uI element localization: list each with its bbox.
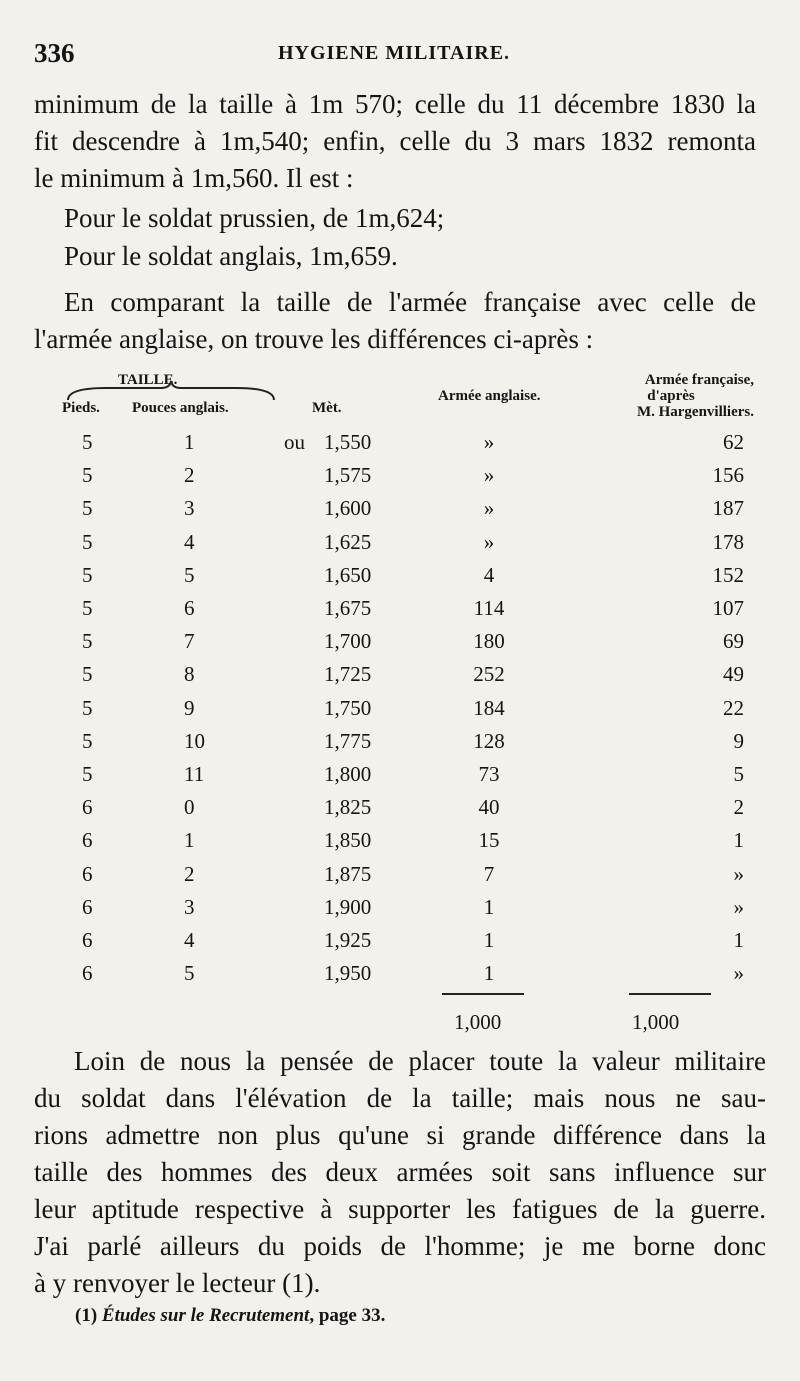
table-row xyxy=(44,828,756,861)
cell-met: 1,800 xyxy=(324,762,372,786)
col-armee-francaise: Armée française, xyxy=(644,372,754,388)
table-row xyxy=(44,762,756,795)
cell-armee-anglaise: 1 xyxy=(483,961,495,986)
cell-armee-anglaise: » xyxy=(483,463,495,488)
cell-armee-anglaise: 73 xyxy=(478,762,500,786)
cell-ou: ou xyxy=(284,430,305,454)
cell-pouces: 11 xyxy=(184,762,205,786)
running-title: HYGIENE MILITAIRE. xyxy=(277,42,511,64)
cell-armee-francaise: 62 xyxy=(723,430,744,454)
footnote-title: Études sur le Recrutement xyxy=(101,1305,310,1326)
col-armee-anglaise: Armée anglaise. xyxy=(438,388,541,404)
cell-pieds: 5 xyxy=(82,496,93,521)
cell-armee-francaise: 107 xyxy=(712,596,744,620)
text-line: du soldat dans l'élévation de la taille; mais nous ne sau- xyxy=(34,1083,766,1113)
cell-met: 1,700 xyxy=(324,629,372,654)
col-armee-francaise-sub: d'après xyxy=(647,388,695,404)
cell-armee-francaise: 9 xyxy=(733,728,744,753)
col-pouces: Pouces anglais. xyxy=(132,400,229,416)
cell-pieds: 6 xyxy=(82,894,93,919)
table-row xyxy=(44,496,756,529)
table-row xyxy=(44,928,756,961)
text-line: rions admettre non plus qu'une si grande différence dans la xyxy=(34,1120,766,1150)
footnote-marker: (1) xyxy=(75,1305,98,1326)
table-row xyxy=(44,530,756,563)
cell-armee-anglaise: » xyxy=(483,430,495,454)
text-line: leur aptitude respective à supporter les fatigues de la guerre. xyxy=(34,1194,766,1224)
cell-pieds: 6 xyxy=(82,961,93,986)
cell-pieds: 5 xyxy=(82,430,93,454)
cell-pouces: 2 xyxy=(184,861,195,886)
text-line: En comparant la taille de l'armée française avec celle de xyxy=(64,287,756,317)
table-row xyxy=(44,795,756,828)
cell-pieds: 5 xyxy=(82,463,93,488)
cell-armee-anglaise: 114 xyxy=(473,596,505,620)
text-line: Pour le soldat anglais, 1m,659. xyxy=(64,241,398,271)
cell-armee-francaise: 178 xyxy=(712,529,744,554)
cell-pouces: 6 xyxy=(184,596,195,620)
col-pieds: Pieds. xyxy=(62,400,100,416)
cell-armee-francaise: » xyxy=(733,894,744,919)
cell-met: 1,900 xyxy=(324,894,372,919)
cell-pouces: 3 xyxy=(184,496,195,521)
cell-met: 1,725 xyxy=(324,662,372,687)
cell-met: 1,600 xyxy=(324,496,372,521)
text-line: J'ai parlé ailleurs du poids de l'homme; je me borne donc xyxy=(34,1231,766,1261)
cell-pouces: 5 xyxy=(184,562,195,587)
cell-met: 1,650 xyxy=(324,562,372,587)
table-row xyxy=(44,563,756,596)
cell-pieds: 6 xyxy=(82,928,93,952)
cell-pouces: 10 xyxy=(184,728,205,753)
cell-met: 1,675 xyxy=(324,596,372,620)
text-line: Loin de nous la pensée de placer toute la valeur militaire xyxy=(74,1046,766,1076)
cell-pieds: 5 xyxy=(82,695,93,720)
cell-pieds: 5 xyxy=(82,762,93,786)
cell-pouces: 1 xyxy=(184,430,195,454)
cell-met: 1,550 xyxy=(324,430,372,454)
table-row xyxy=(44,629,756,662)
cell-armee-francaise: 1 xyxy=(733,928,744,952)
cell-pouces: 3 xyxy=(184,894,195,919)
total-rule xyxy=(629,993,711,995)
cell-pieds: 6 xyxy=(82,828,93,853)
cell-armee-francaise: 5 xyxy=(733,762,744,786)
cell-pouces: 4 xyxy=(184,529,195,554)
page-number: 336 xyxy=(34,38,75,68)
cell-pieds: 5 xyxy=(82,662,93,687)
cell-armee-anglaise: 1 xyxy=(483,928,495,952)
table-row xyxy=(44,463,756,496)
cell-met: 1,875 xyxy=(324,861,372,886)
total-armee-anglaise: 1,000 xyxy=(454,1010,502,1034)
cell-met: 1,950 xyxy=(324,961,372,986)
cell-pieds: 5 xyxy=(82,562,93,587)
footnote-rest: , page 33. xyxy=(309,1305,386,1326)
cell-pieds: 5 xyxy=(82,596,93,620)
text-line: minimum de la taille à 1m 570; celle du 11 décembre 1830 la xyxy=(34,89,756,119)
cell-pouces: 5 xyxy=(184,961,195,986)
cell-armee-anglaise: 128 xyxy=(473,728,505,753)
cell-pouces: 0 xyxy=(184,795,195,820)
col-met: Mèt. xyxy=(312,400,342,416)
cell-met: 1,750 xyxy=(324,695,372,720)
table-row xyxy=(44,696,756,729)
cell-armee-francaise: 1 xyxy=(733,828,744,853)
cell-armee-francaise: 69 xyxy=(723,629,744,654)
cell-armee-anglaise: 7 xyxy=(483,861,495,886)
text-line: à y renvoyer le lecteur (1). xyxy=(34,1268,321,1298)
cell-armee-francaise: » xyxy=(733,961,744,986)
page-header xyxy=(34,38,754,74)
taille-group-header: TAILLE. xyxy=(118,372,178,388)
footnote xyxy=(75,1305,385,1327)
cell-armee-francaise: 152 xyxy=(712,562,744,587)
cell-armee-francaise: 156 xyxy=(712,463,744,488)
cell-armee-francaise: 22 xyxy=(723,695,744,720)
cell-pouces: 9 xyxy=(184,695,195,720)
table-row xyxy=(44,862,756,895)
table-row xyxy=(44,961,756,994)
cell-pouces: 7 xyxy=(184,629,195,654)
cell-pieds: 5 xyxy=(82,728,93,753)
cell-met: 1,925 xyxy=(324,928,372,952)
cell-armee-anglaise: » xyxy=(483,529,495,554)
table-row xyxy=(44,430,756,463)
text-line: Pour le soldat prussien, de 1m,624; xyxy=(64,203,445,233)
cell-pieds: 6 xyxy=(82,795,93,820)
table-row xyxy=(44,662,756,695)
cell-pouces: 1 xyxy=(184,828,195,853)
cell-armee-anglaise: » xyxy=(483,496,495,521)
cell-pieds: 5 xyxy=(82,529,93,554)
cell-armee-francaise: 187 xyxy=(712,496,744,521)
cell-armee-francaise: » xyxy=(733,861,744,886)
table-row xyxy=(44,729,756,762)
cell-armee-francaise: 49 xyxy=(723,662,744,687)
cell-armee-anglaise: 40 xyxy=(478,795,500,820)
cell-met: 1,850 xyxy=(324,828,372,853)
cell-pouces: 2 xyxy=(184,463,195,488)
text-line: l'armée anglaise, on trouve les différences ci-après : xyxy=(34,324,594,354)
text-line: fit descendre à 1m,540; enfin, celle du 3 mars 1832 remonta xyxy=(34,126,756,156)
col-armee-francaise-author: M. Hargenvilliers. xyxy=(636,404,754,420)
table-row xyxy=(44,596,756,629)
total-rule xyxy=(442,993,524,995)
cell-pouces: 4 xyxy=(184,928,195,952)
cell-armee-anglaise: 15 xyxy=(478,828,500,853)
cell-armee-anglaise: 4 xyxy=(483,562,495,587)
cell-pieds: 6 xyxy=(82,861,93,886)
cell-armee-anglaise: 1 xyxy=(483,894,495,919)
table-row xyxy=(44,895,756,928)
cell-armee-anglaise: 184 xyxy=(473,695,505,720)
text-line: taille des hommes des deux armées soit sans influence sur xyxy=(34,1157,766,1187)
cell-armee-francaise: 2 xyxy=(733,795,744,820)
brace-icon xyxy=(66,380,276,402)
cell-met: 1,825 xyxy=(324,795,372,820)
cell-pieds: 5 xyxy=(82,629,93,654)
cell-armee-anglaise: 252 xyxy=(473,662,505,687)
cell-pouces: 8 xyxy=(184,662,195,687)
cell-met: 1,575 xyxy=(324,463,372,488)
cell-met: 1,625 xyxy=(324,529,372,554)
height-distribution-table xyxy=(44,358,756,1048)
total-armee-francaise: 1,000 xyxy=(632,1010,680,1034)
cell-armee-anglaise: 180 xyxy=(473,629,505,654)
cell-met: 1,775 xyxy=(324,728,372,753)
text-line: le minimum à 1m,560. Il est : xyxy=(34,163,354,193)
